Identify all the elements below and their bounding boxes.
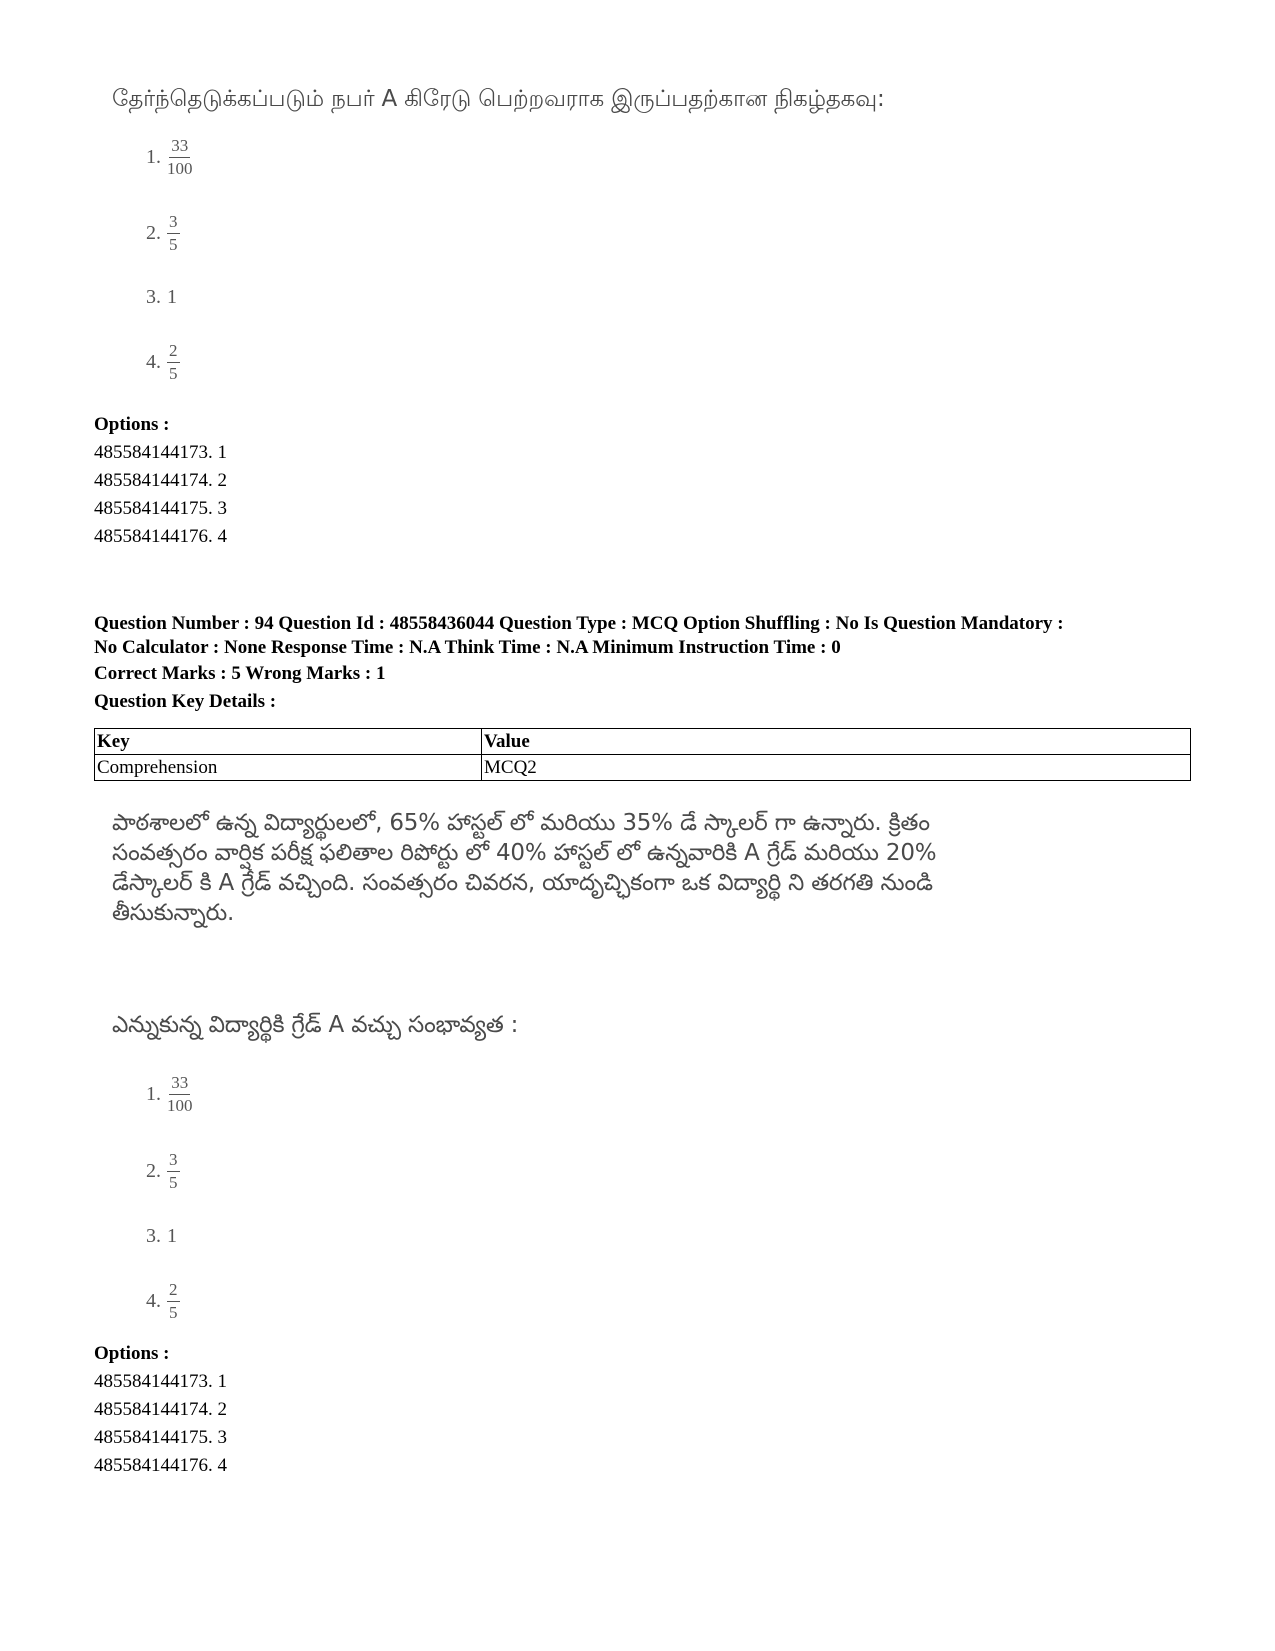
table-row (95, 755, 1191, 781)
choice-3: 3. 1 (146, 286, 177, 308)
fraction: $\frac{3}{5}$ (169, 1150, 178, 1192)
table-cell: MCQ2 (482, 755, 1191, 781)
option-row: 485584144175. 3 (94, 1427, 227, 1448)
option-row: 485584144173. 1 (94, 442, 227, 463)
choice-1: 1. $\frac{33}{100}$ (146, 1073, 193, 1115)
option-row: 485584144176. 4 (94, 526, 227, 547)
marks-line: Correct Marks : 5 Wrong Marks : 1 (94, 663, 386, 684)
table-header-row (95, 729, 1191, 755)
option-row: 485584144175. 3 (94, 498, 227, 519)
options-list (94, 1340, 227, 1480)
option-row: 485584144173. 1 (94, 1371, 227, 1392)
question-text-telugu: ఎన్నుకున్న విద్యార్థికి గ్రేడ్ A వచ్చు సంభావ్యత : (112, 1012, 519, 1038)
table-cell: Comprehension (95, 755, 482, 781)
fraction: $\frac{2}{5}$ (169, 341, 178, 383)
choice-3: 3. 1 (146, 1225, 177, 1247)
question-text-tamil: தேர்ந்தெடுக்கப்படும் நபர் A கிரேடு பெற்றவராக இருப்பதற்கான நிகழ்தகவு: (112, 86, 885, 112)
choice-4: 4. $\frac{2}{5}$ (146, 1280, 178, 1322)
fraction: $\frac{33}{100}$ (167, 1073, 193, 1115)
choice-2: 2. $\frac{3}{5}$ (146, 1150, 178, 1192)
key-details-label: Question Key Details : (94, 691, 277, 712)
choice-1: 1. $\frac{33}{100}$ (146, 136, 193, 178)
passage-telugu: పాఠశాలలో ఉన్న విద్యార్థులలో, 65% హాస్టల్ లో మరియు 35% డే స్కాలర్ గా ఉన్నారు. క్రితం సంవత్సరం వార్షిక పరీక్ష ఫలితాల రిపోర్టు లో 40% హాస్టల్ లో ఉన్నవారికి A గ్రేడ్ మరియు 20% డేస్కాలర్ కి A గ్రేడ్ వచ్చింది. సంవత్సరం చివరన, యాదృచ్ఛికంగా ఒక విద్యార్థి ని తరగతి నుండి తీసుకున్నారు. (112, 810, 937, 926)
choice-4: 4. $\frac{2}{5}$ (146, 341, 178, 383)
key-details-table (94, 728, 1191, 781)
table-header-value: Value (482, 729, 1191, 755)
options-label: Options : (94, 1343, 170, 1364)
fraction: $\frac{2}{5}$ (169, 1280, 178, 1322)
option-row: 485584144174. 2 (94, 1399, 227, 1420)
fraction: $\frac{3}{5}$ (169, 212, 178, 254)
options-list (94, 411, 227, 551)
option-row: 485584144174. 2 (94, 470, 227, 491)
question-meta-line: No Calculator : None Response Time : N.A Think Time : N.A Minimum Instruction Time : 0 (94, 637, 841, 658)
choice-2: 2. $\frac{3}{5}$ (146, 212, 178, 254)
option-row: 485584144176. 4 (94, 1455, 227, 1476)
fraction: $\frac{33}{100}$ (167, 136, 193, 178)
options-label: Options : (94, 414, 170, 435)
table-header-key: Key (95, 729, 482, 755)
question-meta (94, 612, 1194, 660)
question-meta-line: Question Number : 94 Question Id : 48558436044 Question Type : MCQ Option Shuffling : No Is Question Mandatory : (94, 613, 1064, 634)
